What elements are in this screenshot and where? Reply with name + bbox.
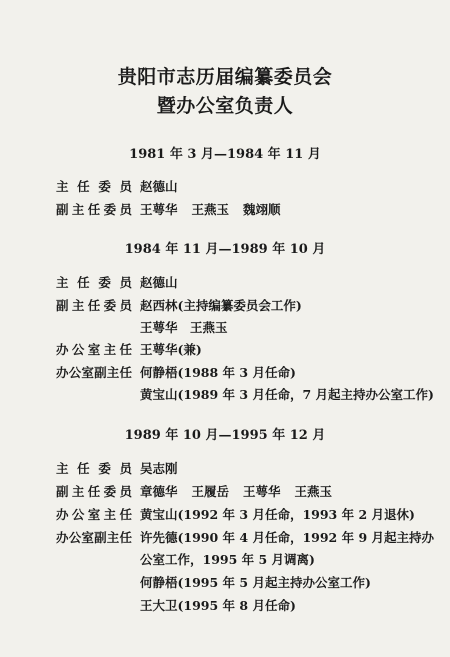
page-title-line1: 贵阳市志历届编纂委员会: [117, 66, 333, 88]
person-name: 魏翊顺: [243, 202, 281, 217]
role-names: [140, 363, 296, 381]
page-title-line2: 暨办公室负责人: [156, 95, 294, 117]
person-name: 章德华: [140, 484, 178, 499]
period-heading-3: 1989 年 10 月—1995 年 12 月: [124, 428, 326, 443]
role-label: 主 任 委 员: [56, 275, 132, 290]
person-name: 黄宝山(1992 年 3 月任命，1993 年 2 月退休): [140, 507, 415, 522]
role-names-continued: 王萼华 王燕玉: [140, 320, 228, 335]
person-name: 王履岳: [191, 484, 230, 499]
period-heading-2: 1984 年 11 月—1989 年 10 月: [124, 242, 326, 257]
role-names-continued: 公室工作，1995 年 5 月调离): [140, 552, 315, 567]
role-names: [140, 505, 415, 523]
person-name: 赵西林(主持编纂委员会工作): [140, 298, 302, 313]
role-names: [140, 200, 281, 218]
role-label: 办 公 室 副 主 任: [56, 365, 132, 380]
person-name: 何静梧(1988 年 3 月任命): [140, 365, 296, 380]
role-names: [140, 482, 332, 500]
role-names: [140, 340, 202, 358]
period-heading-1: 1981 年 3 月—1984 年 11 月: [129, 147, 321, 162]
role-label: 办 公 室 主 任: [56, 342, 132, 357]
role-names: [140, 459, 178, 477]
role-names-continued: 王大卫(1995 年 8 月任命): [140, 598, 296, 613]
person-name: 王萼华(兼): [140, 342, 202, 357]
person-name: 王燕玉: [191, 202, 230, 217]
role-label: 副 主 任 委 员: [56, 298, 132, 313]
role-names: [140, 296, 302, 314]
person-name: 许先德(1990 年 4 月任命，1992 年 9 月起主持办: [140, 530, 435, 545]
role-names: [140, 528, 434, 546]
role-names-continued: 黄宝山(1989 年 3 月任命，7 月起主持办公室工作): [140, 387, 434, 402]
role-names: [140, 273, 178, 291]
person-name: 赵德山: [140, 275, 178, 290]
person-name: 吴志刚: [140, 461, 178, 476]
person-name: 王萼华: [140, 202, 178, 217]
person-name: 赵德山: [140, 179, 178, 194]
role-label: 副 主 任 委 员: [56, 202, 132, 217]
person-name: 王燕玉: [294, 484, 333, 499]
role-label: 主 任 委 员: [56, 461, 132, 476]
person-name: 王萼华: [243, 484, 281, 499]
role-label: 主 任 委 员: [56, 179, 132, 194]
role-label: 办 公 室 主 任: [56, 507, 132, 522]
role-label: 办 公 室 副 主 任: [56, 530, 132, 545]
role-names: [140, 177, 178, 195]
role-label: 副 主 任 委 员: [56, 484, 132, 499]
role-names-continued: 何静梧(1995 年 5 月起主持办公室工作): [140, 575, 371, 590]
